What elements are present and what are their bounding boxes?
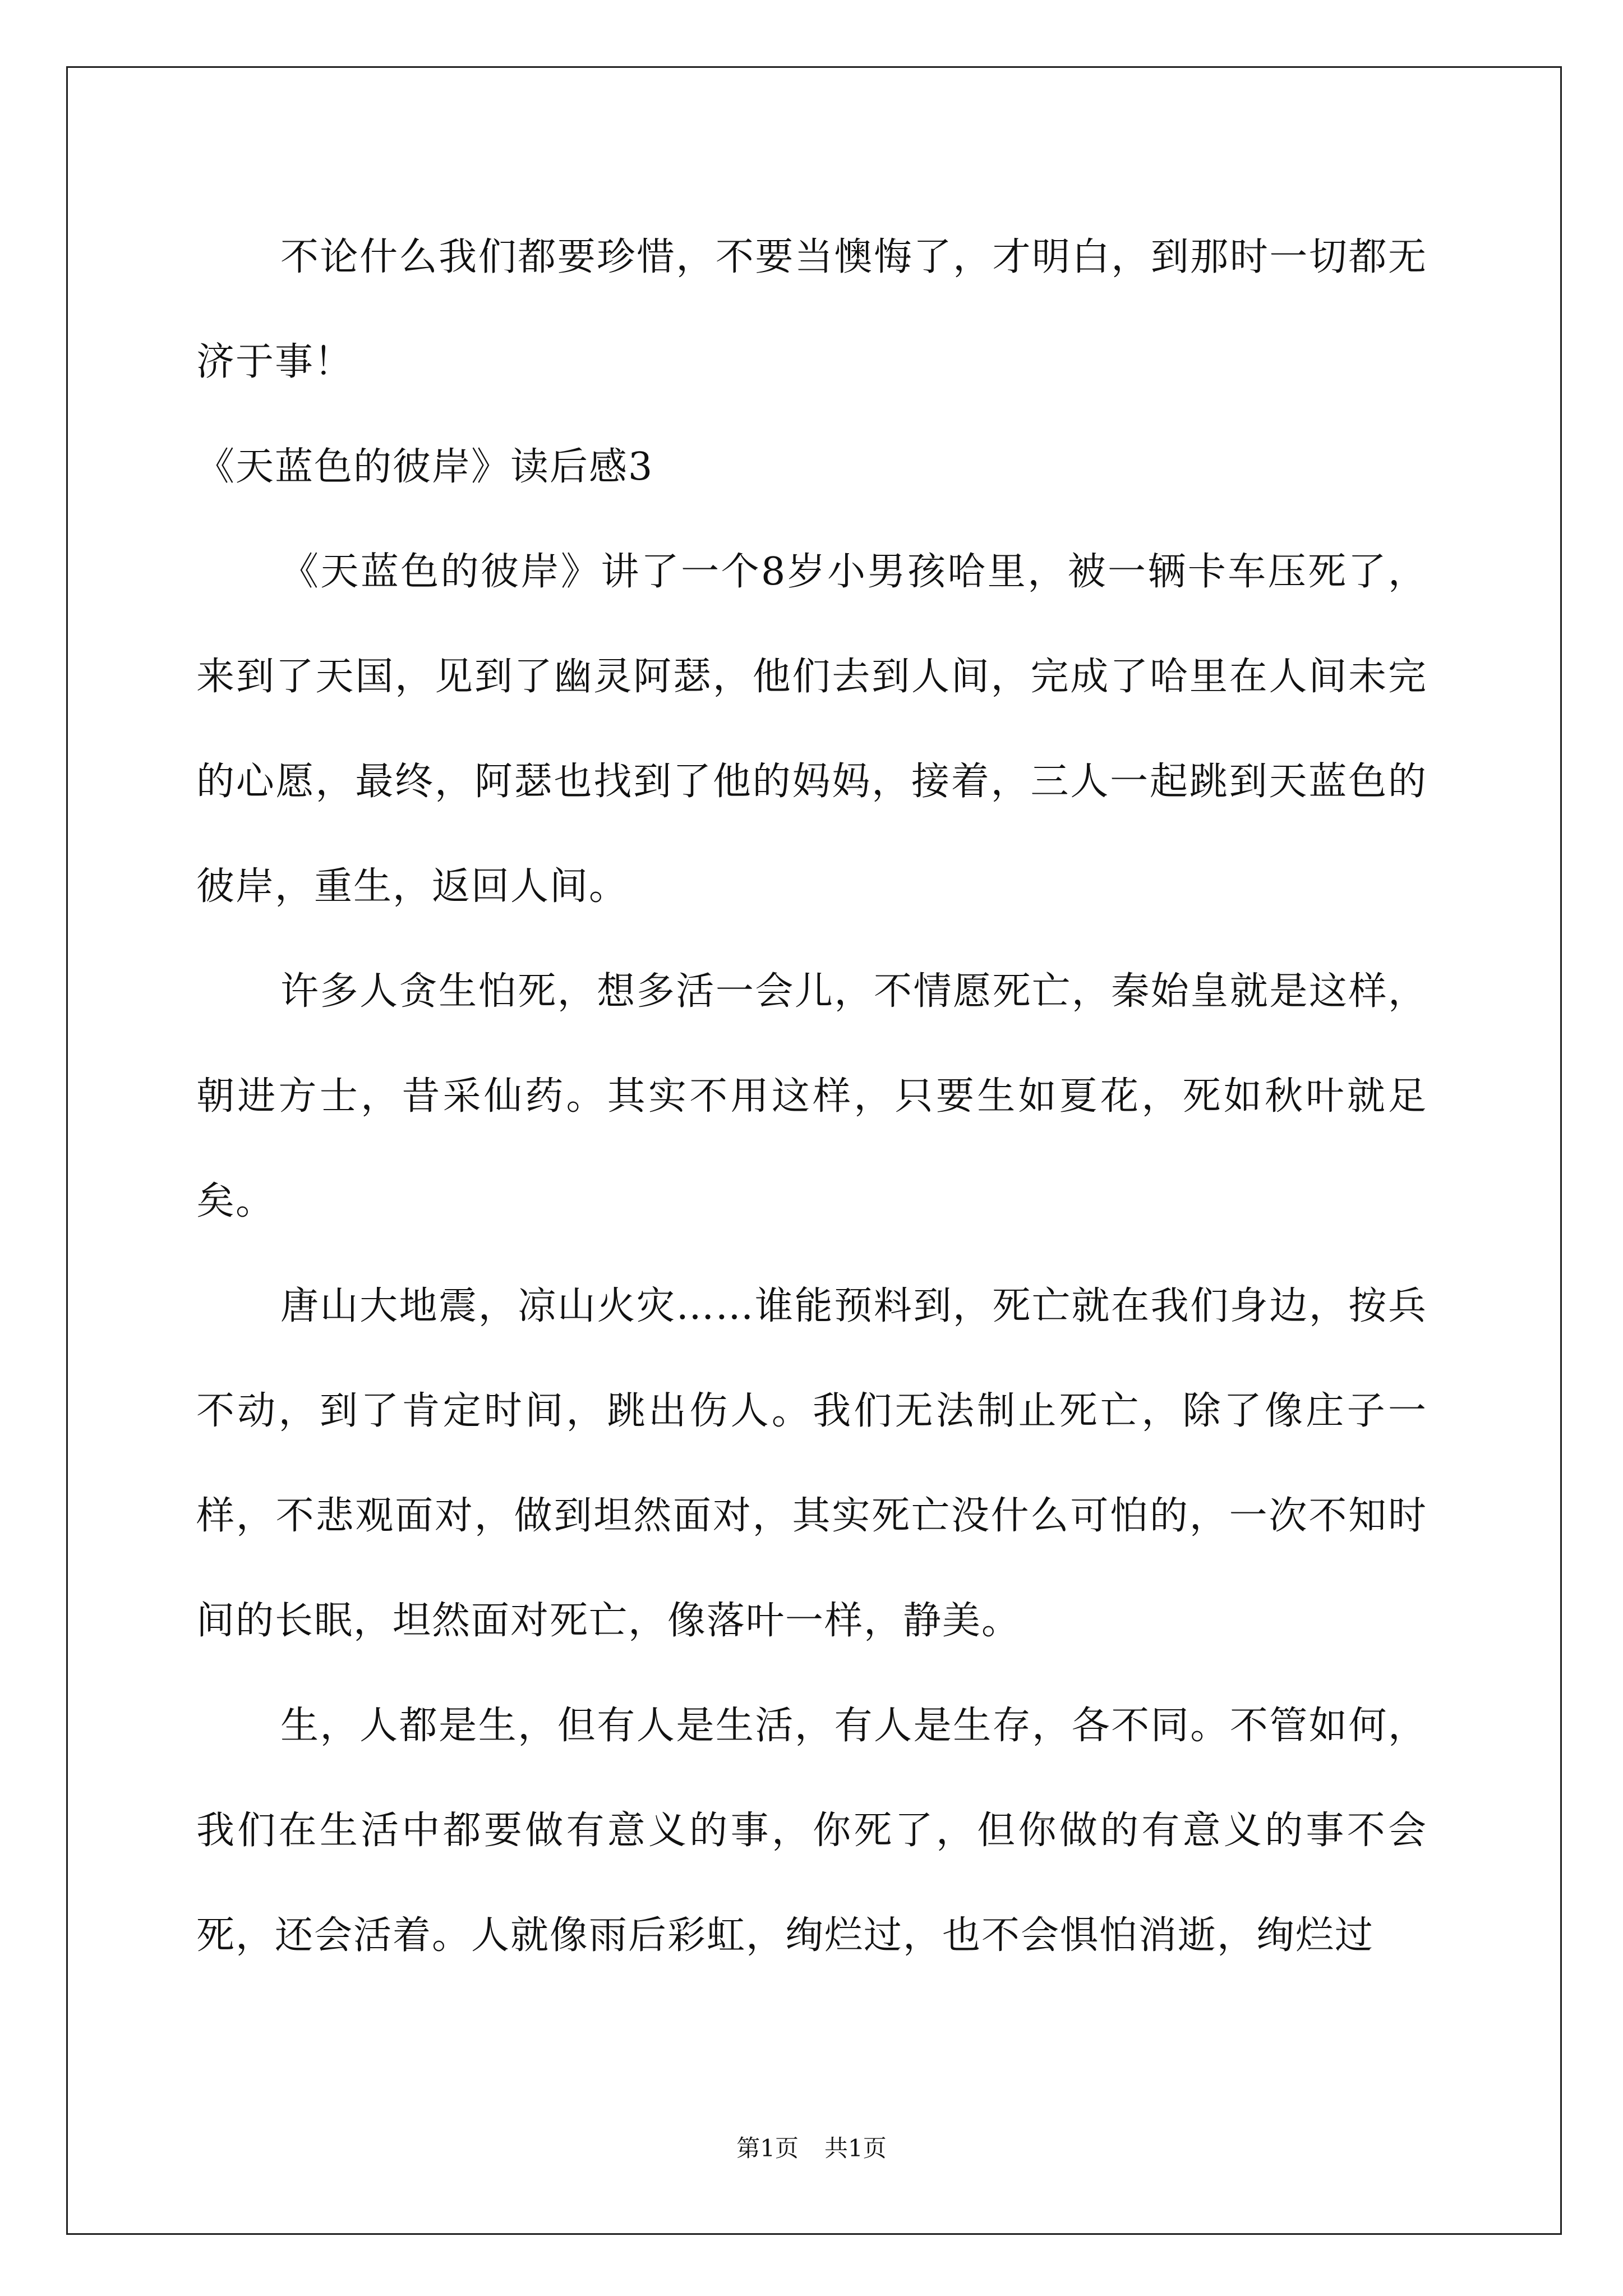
paragraph-living-meaning: 生，人都是生，但有人是生活，有人是生存，各不同。不管如何，我们在生活中都要做有意义的事，你死了，但你做的有意义的事不会死，还会活着。人就像雨后彩虹，绚烂过，也不会惧怕消逝，绚烂过 <box>196 1704 1427 1958</box>
page-number-total: 共1页 <box>824 2134 887 2162</box>
page-number-current: 第1页 <box>736 2134 799 2162</box>
paragraph-story-summary: 《天蓝色的彼岸》讲了一个8岁小男孩哈里，被一辆卡车压死了，来到了天国，见到了幽灵阿瑟，他们去到人间，完成了哈里在人间未完的心愿，最终，阿瑟也找到了他的妈妈，接着，三人一起跳到天蓝色的彼岸，重生，返回人间。 <box>196 550 1427 909</box>
paragraph-disasters: 唐山大地震，凉山火灾……谁能预料到，死亡就在我们身边，按兵不动，到了肯定时间，跳出伤人。我们无法制止死亡，除了像庄子一样，不悲观面对，做到坦然面对，其实死亡没什么可怕的，一次不知时间的长眠，坦然面对死亡，像落叶一样，静美。 <box>196 1284 1427 1643</box>
document-body <box>196 205 1427 1988</box>
page-footer <box>0 2132 1623 2165</box>
paragraph-intro-conclusion: 不论什么我们都要珍惜，不要当懊悔了，才明白，到那时一切都无济于事！ <box>196 235 1427 384</box>
paragraph-fear-of-death: 许多人贪生怕死，想多活一会儿，不情愿死亡，秦始皇就是这样，朝进方士，昔采仙药。其实不用这样，只要生如夏花，死如秋叶就足矣。 <box>196 969 1427 1223</box>
section-heading: 《天蓝色的彼岸》读后感3 <box>196 445 654 489</box>
